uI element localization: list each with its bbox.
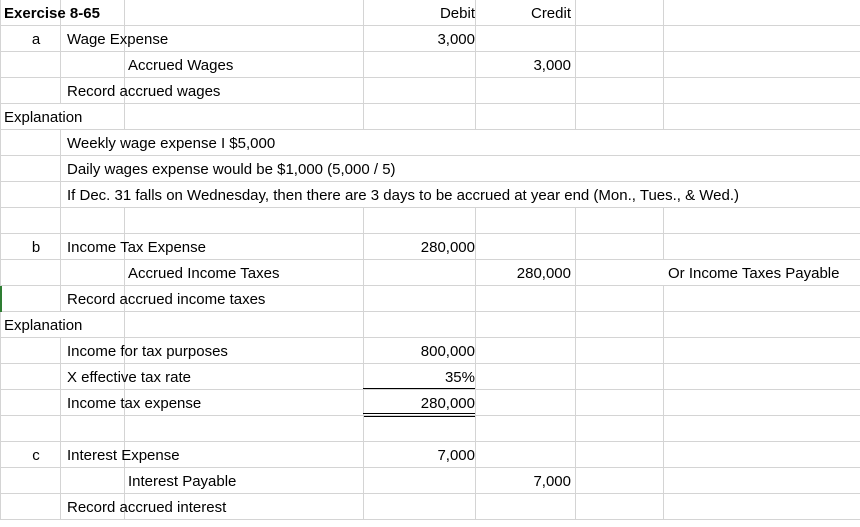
gridline <box>0 260 1 286</box>
credit-cell[interactable]: Credit <box>530 5 571 22</box>
sheet-row <box>0 364 860 390</box>
gridline <box>60 390 61 416</box>
gridline <box>575 104 576 130</box>
gridline <box>363 208 364 234</box>
gridline <box>60 260 61 286</box>
credit-cell[interactable]: 280,000 <box>516 265 571 282</box>
gridline <box>124 260 125 286</box>
part-letter-cell[interactable]: c <box>32 447 40 464</box>
gridline <box>575 442 576 468</box>
gridline <box>60 26 61 52</box>
gridline <box>663 26 664 52</box>
gridline <box>663 468 664 494</box>
debit-cell[interactable]: 800,000 <box>420 343 475 360</box>
gridline <box>60 52 61 78</box>
gridline <box>0 78 1 104</box>
gridline <box>60 208 61 234</box>
sheet-row <box>0 442 860 468</box>
explanation-label-cell[interactable]: Explanation <box>4 109 83 126</box>
gridline <box>60 234 61 260</box>
gridline <box>60 286 61 312</box>
gridline <box>663 442 664 468</box>
description-cell[interactable]: If Dec. 31 falls on Wednesday, then there are 3 days to be accrued at year end (Mon., Tues., & Wed.) <box>67 187 740 204</box>
sheet-row <box>0 26 860 52</box>
gridline <box>124 312 125 338</box>
gridline <box>475 416 476 442</box>
gridline <box>663 104 664 130</box>
gridline <box>475 494 476 520</box>
sheet-row <box>0 468 860 494</box>
description-cell[interactable]: Record accrued income taxes <box>67 291 266 308</box>
gridline <box>60 156 61 182</box>
debit-cell[interactable]: 280,000 <box>420 239 475 256</box>
gridline <box>60 364 61 390</box>
credit-account-cell[interactable]: Interest Payable <box>128 473 237 490</box>
sheet-row <box>0 260 860 286</box>
gridline <box>575 78 576 104</box>
gridline <box>60 416 61 442</box>
gridline <box>575 26 576 52</box>
single-underline <box>363 388 475 389</box>
gridline <box>0 130 1 156</box>
gridline <box>475 234 476 260</box>
credit-cell[interactable]: 3,000 <box>533 57 571 74</box>
gridline <box>575 468 576 494</box>
gridline <box>475 26 476 52</box>
sheet-row <box>0 182 860 208</box>
gridline <box>475 312 476 338</box>
gridline <box>575 390 576 416</box>
gridline <box>0 208 1 234</box>
gridline <box>124 52 125 78</box>
gridline <box>663 364 664 390</box>
gridline <box>475 338 476 364</box>
part-letter-cell[interactable]: a <box>31 31 41 48</box>
gridline <box>663 286 664 312</box>
debit-cell[interactable]: 35% <box>444 369 475 386</box>
gridline <box>575 52 576 78</box>
gridline <box>0 182 1 208</box>
gridline <box>663 312 664 338</box>
gridline <box>575 312 576 338</box>
sheet-row <box>0 338 860 364</box>
sheet-row <box>0 234 860 260</box>
gridline <box>0 416 1 442</box>
credit-cell[interactable]: 7,000 <box>533 473 571 490</box>
gridline <box>0 312 1 338</box>
credit-account-cell[interactable]: Accrued Wages <box>128 57 234 74</box>
gridline <box>575 338 576 364</box>
gridline <box>0 390 1 416</box>
description-cell[interactable]: Income Tax Expense <box>67 239 206 256</box>
gridline <box>363 104 364 130</box>
exercise-title-cell[interactable]: Exercise 8-65 <box>4 5 100 22</box>
gridline <box>663 494 664 520</box>
gridline <box>124 416 125 442</box>
explanation-label-cell[interactable]: Explanation <box>4 317 83 334</box>
gridline <box>663 52 664 78</box>
note-cell[interactable]: Or Income Taxes Payable <box>668 265 840 282</box>
gridline <box>475 390 476 416</box>
gridline <box>0 442 1 468</box>
gridline <box>663 78 664 104</box>
sheet-row <box>0 286 860 312</box>
gridline <box>663 416 664 442</box>
gridline <box>0 338 1 364</box>
description-cell[interactable]: Income tax expense <box>67 395 202 412</box>
gridline <box>475 364 476 390</box>
description-cell[interactable]: Weekly wage expense I $5,000 <box>67 135 276 152</box>
gridline <box>475 78 476 104</box>
gridline <box>124 104 125 130</box>
gridline <box>575 494 576 520</box>
gridline <box>60 182 61 208</box>
debit-cell[interactable]: 3,000 <box>437 31 475 48</box>
gridline <box>0 0 1 26</box>
debit-cell[interactable]: 7,000 <box>437 447 475 464</box>
gridline <box>124 208 125 234</box>
gridline <box>363 312 364 338</box>
gridline <box>575 416 576 442</box>
sheet-row <box>0 416 860 442</box>
sheet-row <box>0 78 860 104</box>
description-cell[interactable]: X effective tax rate <box>67 369 191 386</box>
gridline <box>124 0 125 26</box>
gridline <box>475 208 476 234</box>
gridline <box>60 442 61 468</box>
description-cell[interactable]: Interest Expense <box>67 447 180 464</box>
gridline <box>575 286 576 312</box>
description-cell[interactable]: Record accrued interest <box>67 499 227 516</box>
gridline <box>475 104 476 130</box>
gridline <box>363 416 364 442</box>
gridline <box>663 0 664 26</box>
gridline <box>663 234 664 260</box>
gridline <box>475 442 476 468</box>
gridline <box>663 338 664 364</box>
sheet-row <box>0 104 860 130</box>
debit-cell[interactable]: 280,000 <box>420 395 475 412</box>
description-cell[interactable]: Income for tax purposes <box>67 343 228 360</box>
gridline <box>0 234 1 260</box>
gridline <box>575 364 576 390</box>
gridline <box>663 390 664 416</box>
gridline <box>60 494 61 520</box>
description-cell[interactable]: Record accrued wages <box>67 83 221 100</box>
gridline <box>0 364 1 390</box>
gridline <box>575 208 576 234</box>
sheet-row <box>0 0 860 26</box>
gridline <box>575 234 576 260</box>
description-cell[interactable]: Daily wages expense would be $1,000 (5,000 / 5) <box>67 161 396 178</box>
gridline <box>575 0 576 26</box>
credit-account-cell[interactable]: Accrued Income Taxes <box>128 265 280 282</box>
gridline <box>575 260 576 286</box>
sheet-row <box>0 130 860 156</box>
gridline <box>663 208 664 234</box>
debit-cell[interactable]: Debit <box>439 5 475 22</box>
gridline <box>124 468 125 494</box>
gridline <box>475 286 476 312</box>
gridline <box>0 156 1 182</box>
sheet-row <box>0 494 860 520</box>
sheet-row <box>0 156 860 182</box>
gridline <box>60 338 61 364</box>
gridline <box>0 26 1 52</box>
gridline <box>0 104 1 130</box>
gridline <box>60 130 61 156</box>
gridline <box>60 468 61 494</box>
row-selection-marker <box>0 286 2 312</box>
description-cell[interactable]: Wage Expense <box>67 31 169 48</box>
gridline <box>60 78 61 104</box>
gridline <box>0 52 1 78</box>
sheet-row <box>0 52 860 78</box>
sheet-row <box>0 208 860 234</box>
sheet-row <box>0 312 860 338</box>
part-letter-cell[interactable]: b <box>31 239 41 256</box>
gridline <box>0 468 1 494</box>
gridline <box>0 494 1 520</box>
